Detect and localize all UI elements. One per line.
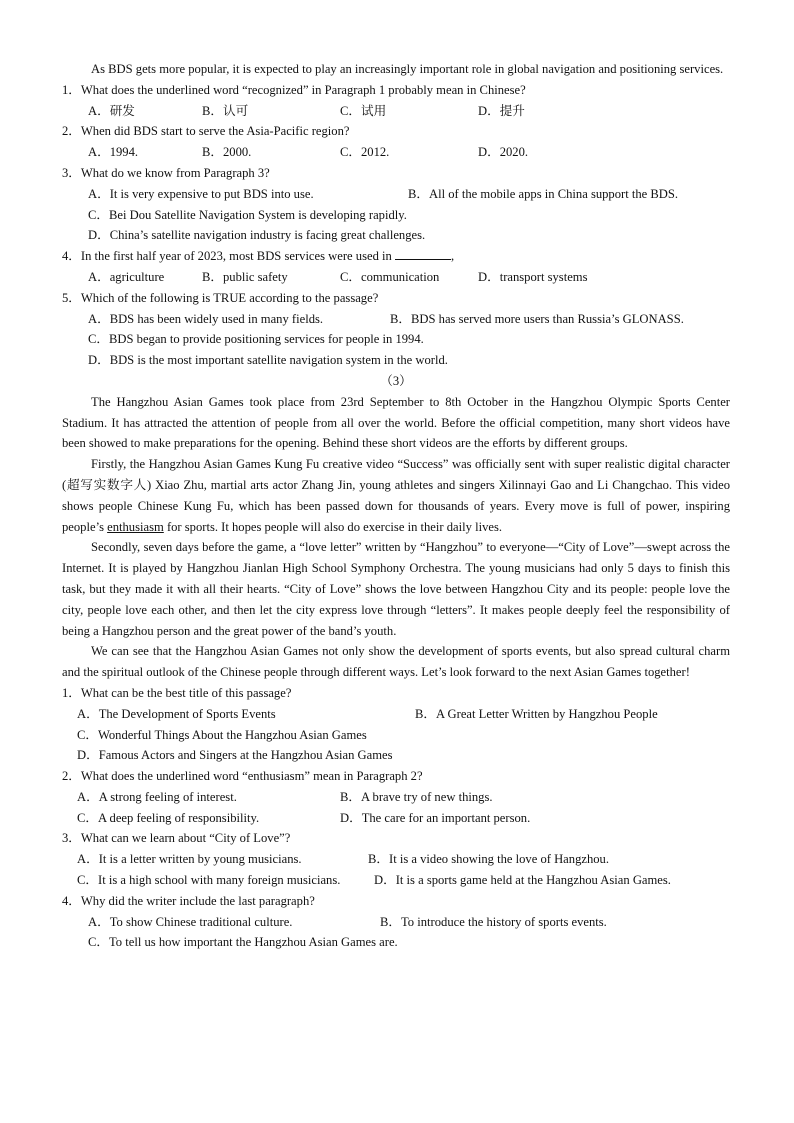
option-c[interactable]: C．Bei Dou Satellite Navigation System is developing rapidly. (88, 207, 407, 222)
options-row (62, 870, 730, 891)
option-a[interactable]: A．A strong feeling of interest. (77, 789, 237, 804)
question-3-2: 2．What does the underlined word “enthusiasm” mean in Paragraph 2? A．A strong feeling of interest. B．A brave try of new things. C．A deep feeling of responsibility. D．The care for an important person. (62, 766, 730, 828)
option-b[interactable]: B．2000. (202, 145, 252, 160)
exam-page (62, 59, 730, 953)
question-3: 3．What do we know from Paragraph 3? A．It is very expensive to put BDS into use. B．All of the mobile apps in China support the BDS. C．Bei Dou Satellite Navigation System is developing rapidly. D．China’s satellite navigation industry is facing great challenges. (62, 163, 730, 246)
options-row (62, 184, 730, 205)
option-a[interactable]: A．agriculture (88, 269, 165, 284)
question-stem: What does the underlined word “enthusiasm” mean in Paragraph 2? (80, 769, 423, 784)
option-c[interactable]: C．试用 (340, 103, 387, 118)
question-1: 1．What does the underlined word “recognized” in Paragraph 1 probably mean in Chinese? A．研发 B．认可 C．试用 D．提升 (62, 80, 730, 122)
question-stem: What can we learn about “City of Love”? (80, 831, 291, 846)
option-b[interactable]: B．public safety (202, 269, 288, 284)
options-row (62, 787, 730, 808)
question-5: 5．Which of the following is TRUE according to the passage? A．BDS has been widely used in many fields. B．BDS has served more users than Russia’s GLONASS. C．BDS began to provide positioning services for people in 1994. D．BDS is the most important satellite navigation system in the world. (62, 288, 730, 371)
option-b[interactable]: B．A brave try of new things. (340, 789, 493, 804)
option-b[interactable]: B．认可 (202, 103, 249, 118)
options-row (62, 142, 730, 163)
options-row (62, 101, 730, 122)
option-a[interactable]: A．It is very expensive to put BDS into use. (88, 186, 314, 201)
section-heading: （3） (380, 373, 412, 388)
options-row (62, 849, 730, 870)
option-d[interactable]: D．2020. (478, 145, 529, 160)
option-c[interactable]: C．A deep feeling of responsibility. (77, 810, 260, 825)
question-4: 4．In the first half year of 2023, most BDS services were used in , A．agriculture B．public safety C．communication D．transport systems (62, 246, 730, 288)
options-row (62, 912, 730, 933)
option-b[interactable]: B．To introduce the history of sports events. (380, 914, 607, 929)
option-a[interactable]: A．研发 (88, 103, 135, 118)
option-d[interactable]: D．The care for an important person. (340, 810, 531, 825)
option-c[interactable]: C．To tell us how important the Hangzhou Asian Games are. (88, 935, 398, 950)
options-row (62, 704, 730, 725)
question-3-1: 1．What can be the best title of this passage? A．The Development of Sports Events B．A Great Letter Written by Hangzhou People C．Wonderful Things About the Hangzhou Asian Games D．Famous Actors and Singers at the Hangzhou Asian Games (62, 683, 730, 766)
option-a[interactable]: A．To show Chinese traditional culture. (88, 914, 293, 929)
passage3-paragraph-4: We can see that the Hangzhou Asian Games not only show the development of sports events, but also spread cultural charm and the spiritual outlook of the Chinese people through different ways. Let’s look forward to the next Asian Games together! (62, 644, 730, 680)
option-a[interactable]: A．The Development of Sports Events (77, 706, 276, 721)
question-stem: What does the underlined word “recognized” in Paragraph 1 probably mean in Chinese? (80, 82, 526, 97)
options-row (62, 808, 730, 829)
option-d[interactable]: D．transport systems (478, 269, 588, 284)
options-row (62, 267, 730, 288)
question-stem: Which of the following is TRUE according to the passage? (80, 290, 379, 305)
question-stem: What can be the best title of this passage? (80, 685, 292, 700)
option-c[interactable]: C．2012. (340, 145, 390, 160)
option-d[interactable]: D．Famous Actors and Singers at the Hangzhou Asian Games (77, 748, 393, 763)
question-3-4: 4．Why did the writer include the last paragraph? A．To show Chinese traditional culture. B．To introduce the history of sports events. C．To tell us how important the Hangzhou Asian Games are. (62, 891, 730, 953)
option-d[interactable]: D．China’s satellite navigation industry is facing great challenges. (88, 228, 426, 243)
question-stem: Why did the writer include the last paragraph? (80, 893, 315, 908)
option-c[interactable]: C．communication (340, 269, 440, 284)
options-row (62, 309, 730, 330)
question-3-3: 3．What can we learn about “City of Love”? A．It is a letter written by young musicians. B．It is a video showing the love of Hangzhou. C．It is a high school with many foreign musicians. D．It is a sports game held at the Hangzhou Asian Games. (62, 828, 730, 890)
underlined-word: enthusiasm (107, 519, 164, 534)
option-a[interactable]: A．It is a letter written by young musicians. (77, 852, 302, 867)
option-b[interactable]: B．A Great Letter Written by Hangzhou People (415, 706, 658, 721)
question-stem: When did BDS start to serve the Asia-Pacific region? (80, 124, 350, 139)
option-a[interactable]: A．BDS has been widely used in many fields. (88, 311, 324, 326)
passage3-paragraph-3: Secondly, seven days before the game, a “love letter” written by “Hangzhou” to everyone—“City of Love”—swept across the Internet. It is played by Hangzhou Jianlan High School Symphony Orchestra. The young musicians had only 5 days to finish this task, but they made it with all their hearts. “City of Love” shows the love between Hangzhou City and its people: people love the city, people love each other, and then let the city express love through “letters”. It makes people deeply feel the responsibility of being a Hangzhou person and the great power of the band’s youth. (62, 540, 730, 638)
option-c[interactable]: C．It is a high school with many foreign musicians. (77, 873, 341, 888)
option-c[interactable]: C．Wonderful Things About the Hangzhou Asian Games (77, 727, 367, 742)
passage3-paragraph-1: The Hangzhou Asian Games took place from 23rd September to 8th October in the Hangzhou Olympic Sports Center Stadium. It has attracted the attention of people from all over the world. Before the official competition, many short videos have been showed to make preparations for the opening. Behind these short videos are the efforts by different groups. (62, 394, 730, 451)
passage3-paragraph-2: Firstly, the Hangzhou Asian Games Kung Fu creative video “Success” was officially sent with super realistic digital character (超写实数字人) Xiao Zhu, martial arts actor Zhang Jin, young athletes and singers Xilinnayi Gao and Li Changchao. This video shows people Chinese Kung Fu, which has been passed down for thousands of years. Every move is full of power, inspiring people’s enthusiasm for sports. It hopes people will also do exercise in their daily lives. (62, 457, 730, 534)
question-stem: What do we know from Paragraph 3? (80, 165, 270, 180)
option-d[interactable]: D．BDS is the most important satellite navigation system in the world. (88, 353, 448, 368)
question-stem: In the first half year of 2023, most BDS services were used in (80, 249, 392, 264)
option-b[interactable]: B．It is a video showing the love of Hangzhou. (368, 852, 609, 867)
option-a[interactable]: A．1994. (88, 145, 139, 160)
option-d[interactable]: D．It is a sports game held at the Hangzhou Asian Games. (374, 873, 671, 888)
answer-blank[interactable] (395, 246, 451, 260)
option-c[interactable]: C．BDS began to provide positioning services for people in 1994. (88, 332, 424, 347)
question-2: 2．When did BDS start to serve the Asia-Pacific region? A．1994. B．2000. C．2012. D．2020. (62, 121, 730, 163)
passage2-closing-paragraph: As BDS gets more popular, it is expected to play an increasingly important role in global navigation and positioning services. (91, 62, 724, 76)
option-b[interactable]: B．All of the mobile apps in China support the BDS. (408, 186, 679, 201)
option-b[interactable]: B．BDS has served more users than Russia’s GLONASS. (390, 311, 684, 326)
option-d[interactable]: D．提升 (478, 103, 525, 118)
